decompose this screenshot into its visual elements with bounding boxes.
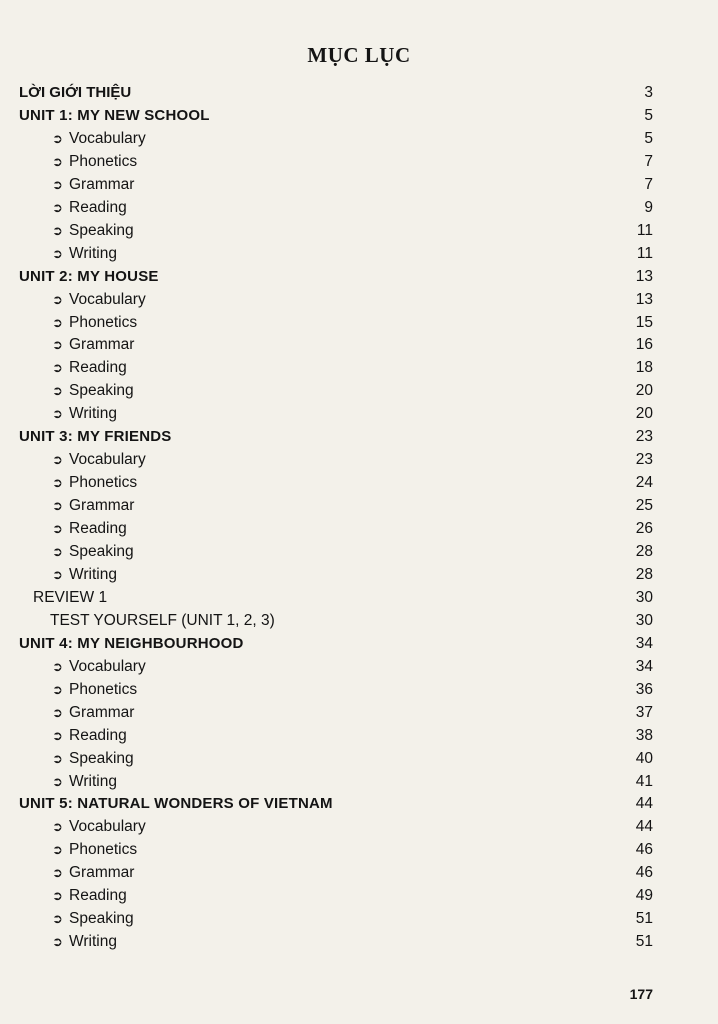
toc-entry-item xyxy=(0,816,718,838)
toc-entry-text: UNIT 3: MY FRIENDS xyxy=(19,428,172,446)
toc-entry-label xyxy=(52,197,127,219)
toc-entry-text: Writing xyxy=(69,244,117,262)
toc-entry-page-number: 20 xyxy=(635,405,653,423)
toc-entry-page-number: 28 xyxy=(635,565,653,583)
toc-entry-label xyxy=(52,564,117,586)
toc-entry-text: Vocabulary xyxy=(69,657,146,675)
arrow-bullet-icon: ➲ xyxy=(52,475,63,491)
toc-entry-page-number: 18 xyxy=(635,359,653,377)
toc-entry-page-number: 9 xyxy=(644,198,653,216)
toc-entry-text: Reading xyxy=(69,726,127,744)
arrow-bullet-icon: ➲ xyxy=(52,176,63,192)
toc-entry-page-number: 23 xyxy=(635,428,653,446)
toc-entry-page-number: 3 xyxy=(644,84,653,101)
toc-entry-page-number: 15 xyxy=(635,313,653,331)
toc-entry-text: TEST YOURSELF (UNIT 1, 2, 3) xyxy=(50,611,275,629)
arrow-bullet-icon: ➲ xyxy=(52,337,63,353)
toc-entry-page-number: 37 xyxy=(635,703,653,721)
arrow-bullet-icon: ➲ xyxy=(52,383,63,399)
toc-entry-text: Phonetics xyxy=(69,680,138,698)
toc-entry-item xyxy=(0,312,718,334)
toc-entry-label xyxy=(19,82,131,104)
toc-entry-text: Grammar xyxy=(69,175,135,193)
toc-entry-item xyxy=(0,564,718,586)
toc-entry-item xyxy=(0,725,718,747)
toc-entry-label xyxy=(52,748,134,770)
toc-entry-item xyxy=(0,174,718,196)
toc-entry-page-number: 28 xyxy=(635,543,653,560)
toc-entry-page-number: 7 xyxy=(644,175,653,193)
toc-entry-item xyxy=(0,151,718,173)
toc-entry-label xyxy=(19,793,333,815)
toc-entry-label xyxy=(52,931,117,953)
toc-entry-item xyxy=(0,656,718,678)
arrow-bullet-icon: ➲ xyxy=(52,865,63,881)
toc-entry-item xyxy=(0,862,718,884)
toc-entry-text: UNIT 2: MY HOUSE xyxy=(19,267,159,285)
toc-entry-item xyxy=(0,380,718,402)
toc-entry-label xyxy=(52,334,134,356)
toc-entry-text: LỜI GIỚI THIỆU xyxy=(19,84,132,101)
arrow-bullet-icon: ➲ xyxy=(52,222,63,238)
toc-entry-text: Grammar xyxy=(69,703,135,721)
toc-entry-text: Vocabulary xyxy=(69,129,146,147)
toc-entry-page-number: 5 xyxy=(644,129,653,147)
arrow-bullet-icon: ➲ xyxy=(52,704,63,720)
toc-entry-unit xyxy=(0,633,718,655)
toc-entry-label xyxy=(52,839,137,861)
toc-entry-label xyxy=(52,128,146,150)
toc-entry-label xyxy=(33,587,107,609)
arrow-bullet-icon: ➲ xyxy=(52,727,63,743)
toc-entry-text: Speaking xyxy=(69,221,134,239)
toc-entry-page-number: 13 xyxy=(635,267,653,285)
toc-entry-text: REVIEW 1 xyxy=(33,588,108,606)
toc-entry-page-number: 34 xyxy=(635,657,653,675)
arrow-bullet-icon: ➲ xyxy=(52,130,63,146)
arrow-bullet-icon: ➲ xyxy=(52,153,63,169)
toc-entry-label xyxy=(19,633,244,655)
toc-entry-text: Writing xyxy=(69,405,117,423)
arrow-bullet-icon: ➲ xyxy=(52,452,63,468)
arrow-bullet-icon: ➲ xyxy=(52,245,63,261)
toc-entry-text: Reading xyxy=(69,198,127,216)
toc-entry-label xyxy=(52,449,146,471)
toc-entry-item xyxy=(0,357,718,379)
toc-entry-label xyxy=(52,679,137,701)
page-title: MỤC LỤC xyxy=(307,43,411,67)
toc-entry-item xyxy=(0,197,718,219)
toc-entry-unit xyxy=(0,793,718,815)
toc-entry-item xyxy=(0,472,718,494)
toc-entry-text: Phonetics xyxy=(69,841,138,859)
toc-entry-page-number: 25 xyxy=(635,497,653,515)
toc-entry-item xyxy=(0,403,718,425)
toc-entry-item xyxy=(0,931,718,953)
toc-entry-page-number: 23 xyxy=(635,451,653,469)
toc-entry-text: Writing xyxy=(69,772,117,790)
toc-entry-item xyxy=(0,128,718,150)
toc-entry-label xyxy=(52,518,127,540)
toc-entry-label xyxy=(52,357,127,379)
toc-entry-page-number: 13 xyxy=(635,290,653,308)
toc-entry-item xyxy=(0,243,718,265)
toc-entry-item xyxy=(0,748,718,770)
toc-entry-label xyxy=(52,403,117,425)
toc-entry-unit xyxy=(0,426,718,448)
toc-entry-text: Reading xyxy=(69,359,127,377)
toc-entry-label xyxy=(50,610,275,632)
arrow-bullet-icon: ➲ xyxy=(52,544,63,559)
arrow-bullet-icon: ➲ xyxy=(52,934,63,950)
toc-entry-page-number: 16 xyxy=(635,336,653,354)
toc-entry-text: Grammar xyxy=(69,336,135,354)
toc-entry-text: Speaking xyxy=(69,910,134,928)
toc-entry-label xyxy=(52,656,146,678)
toc-entry-page-number: 5 xyxy=(644,106,653,124)
toc-entry-label xyxy=(52,472,137,494)
arrow-bullet-icon: ➲ xyxy=(52,888,63,904)
toc-entry-label xyxy=(19,105,210,127)
toc-entry-page-number: 44 xyxy=(635,818,653,836)
toc-entry-item xyxy=(0,885,718,907)
arrow-bullet-icon: ➲ xyxy=(52,291,63,307)
toc-entry-page-number: 38 xyxy=(635,726,653,744)
toc-entry-label xyxy=(52,495,134,517)
toc-entry-page-number: 24 xyxy=(635,474,653,492)
toc-entry-label xyxy=(52,380,134,402)
arrow-bullet-icon: ➲ xyxy=(52,750,63,766)
arrow-bullet-icon: ➲ xyxy=(52,842,63,858)
toc-entry-text: Vocabulary xyxy=(69,290,146,308)
toc-entry-page-number: 30 xyxy=(635,611,653,629)
arrow-bullet-icon: ➲ xyxy=(52,819,63,835)
toc-entry-text: Speaking xyxy=(69,543,134,560)
toc-entry-label xyxy=(52,816,146,838)
toc-entry-label xyxy=(52,151,137,173)
toc-entry-page-number: 34 xyxy=(635,634,653,652)
arrow-bullet-icon: ➲ xyxy=(52,681,63,697)
toc-entry-page-number: 11 xyxy=(636,244,653,262)
toc-entry-text: Reading xyxy=(69,520,127,538)
toc-entry-item xyxy=(0,771,718,793)
toc-entry-label xyxy=(52,541,134,563)
toc-entry-page-number: 41 xyxy=(635,772,653,790)
arrow-bullet-icon: ➲ xyxy=(52,498,63,514)
toc-entry-item xyxy=(0,449,718,471)
toc-entry-label xyxy=(52,174,134,196)
toc-entry-page-number: 51 xyxy=(635,933,653,951)
toc-entry-text: Phonetics xyxy=(69,152,138,170)
toc-entry-label xyxy=(52,289,146,311)
toc-entry-label xyxy=(52,725,127,747)
toc-entry-text: Vocabulary xyxy=(69,818,146,836)
toc-entry-label xyxy=(19,426,172,448)
toc-entry-item xyxy=(0,495,718,517)
toc-entry-page-number: 44 xyxy=(635,795,653,813)
arrow-bullet-icon: ➲ xyxy=(52,911,63,927)
arrow-bullet-icon: ➲ xyxy=(52,360,63,376)
toc-entry-unit xyxy=(0,105,718,127)
toc-entry-label xyxy=(52,908,134,930)
toc-entry-page-number: 20 xyxy=(635,382,653,400)
toc-entry-page-number: 46 xyxy=(635,864,653,882)
toc-entry-label xyxy=(52,243,117,265)
toc-entry-page-number: 49 xyxy=(635,887,653,905)
toc-entry-label xyxy=(19,266,159,288)
page-number: 177 xyxy=(629,986,653,1002)
toc-entry-label xyxy=(52,771,117,793)
toc-entry-label xyxy=(52,312,137,334)
arrow-bullet-icon: ➲ xyxy=(52,773,63,789)
toc-entry-page-number: 11 xyxy=(636,221,653,239)
toc-entry-label xyxy=(52,862,134,884)
toc-entry-item xyxy=(0,908,718,930)
toc-entry-item xyxy=(0,839,718,861)
toc-entry-text: UNIT 4: MY NEIGHBOURHOOD xyxy=(19,634,244,652)
toc-entry-text: Writing xyxy=(69,565,117,583)
toc-entry-page-number: 40 xyxy=(635,749,653,767)
toc-entry-item xyxy=(0,702,718,724)
toc-entry-page-number: 51 xyxy=(635,910,653,928)
toc-entry-text: UNIT 5: NATURAL WONDERS OF VIETNAM xyxy=(19,795,333,813)
toc-entry-label xyxy=(52,702,134,724)
toc-entry-text: Phonetics xyxy=(69,313,138,331)
toc-entry-unit xyxy=(0,266,718,288)
toc-entry-page-number: 7 xyxy=(644,152,653,170)
toc-entry-page-number: 36 xyxy=(635,680,653,698)
arrow-bullet-icon: ➲ xyxy=(52,658,63,674)
toc-entry-page-number: 26 xyxy=(635,520,653,538)
toc-entry-item xyxy=(0,289,718,311)
arrow-bullet-icon: ➲ xyxy=(52,199,63,215)
toc-entry-text: Grammar xyxy=(69,497,135,515)
toc-entry-text: Phonetics xyxy=(69,474,138,492)
arrow-bullet-icon: ➲ xyxy=(52,314,63,330)
toc-entry-item xyxy=(0,518,718,540)
toc-entry-label xyxy=(52,885,127,907)
toc-entry-text: Reading xyxy=(69,887,127,905)
toc-entry-text: Speaking xyxy=(69,749,134,767)
toc-entry-label xyxy=(52,220,134,242)
toc-entry-text: UNIT 1: MY NEW SCHOOL xyxy=(19,106,210,124)
toc-entry-item xyxy=(0,679,718,701)
toc-entry-text: Speaking xyxy=(69,382,134,400)
toc-entry-item xyxy=(0,541,718,563)
toc-entry-intro xyxy=(0,82,718,104)
toc-entry-page-number: 30 xyxy=(635,588,653,606)
toc-entry-text: Writing xyxy=(69,933,117,951)
arrow-bullet-icon: ➲ xyxy=(52,566,63,582)
toc-entry-text: Grammar xyxy=(69,864,135,882)
toc-entry-text: Vocabulary xyxy=(69,451,146,469)
toc-entry-item xyxy=(0,220,718,242)
toc-entry-page-number: 46 xyxy=(635,841,653,859)
toc-entry-review xyxy=(0,587,718,609)
arrow-bullet-icon: ➲ xyxy=(52,406,63,422)
arrow-bullet-icon: ➲ xyxy=(52,521,63,537)
toc-entry-item xyxy=(0,334,718,356)
toc-entry-test xyxy=(0,610,718,632)
